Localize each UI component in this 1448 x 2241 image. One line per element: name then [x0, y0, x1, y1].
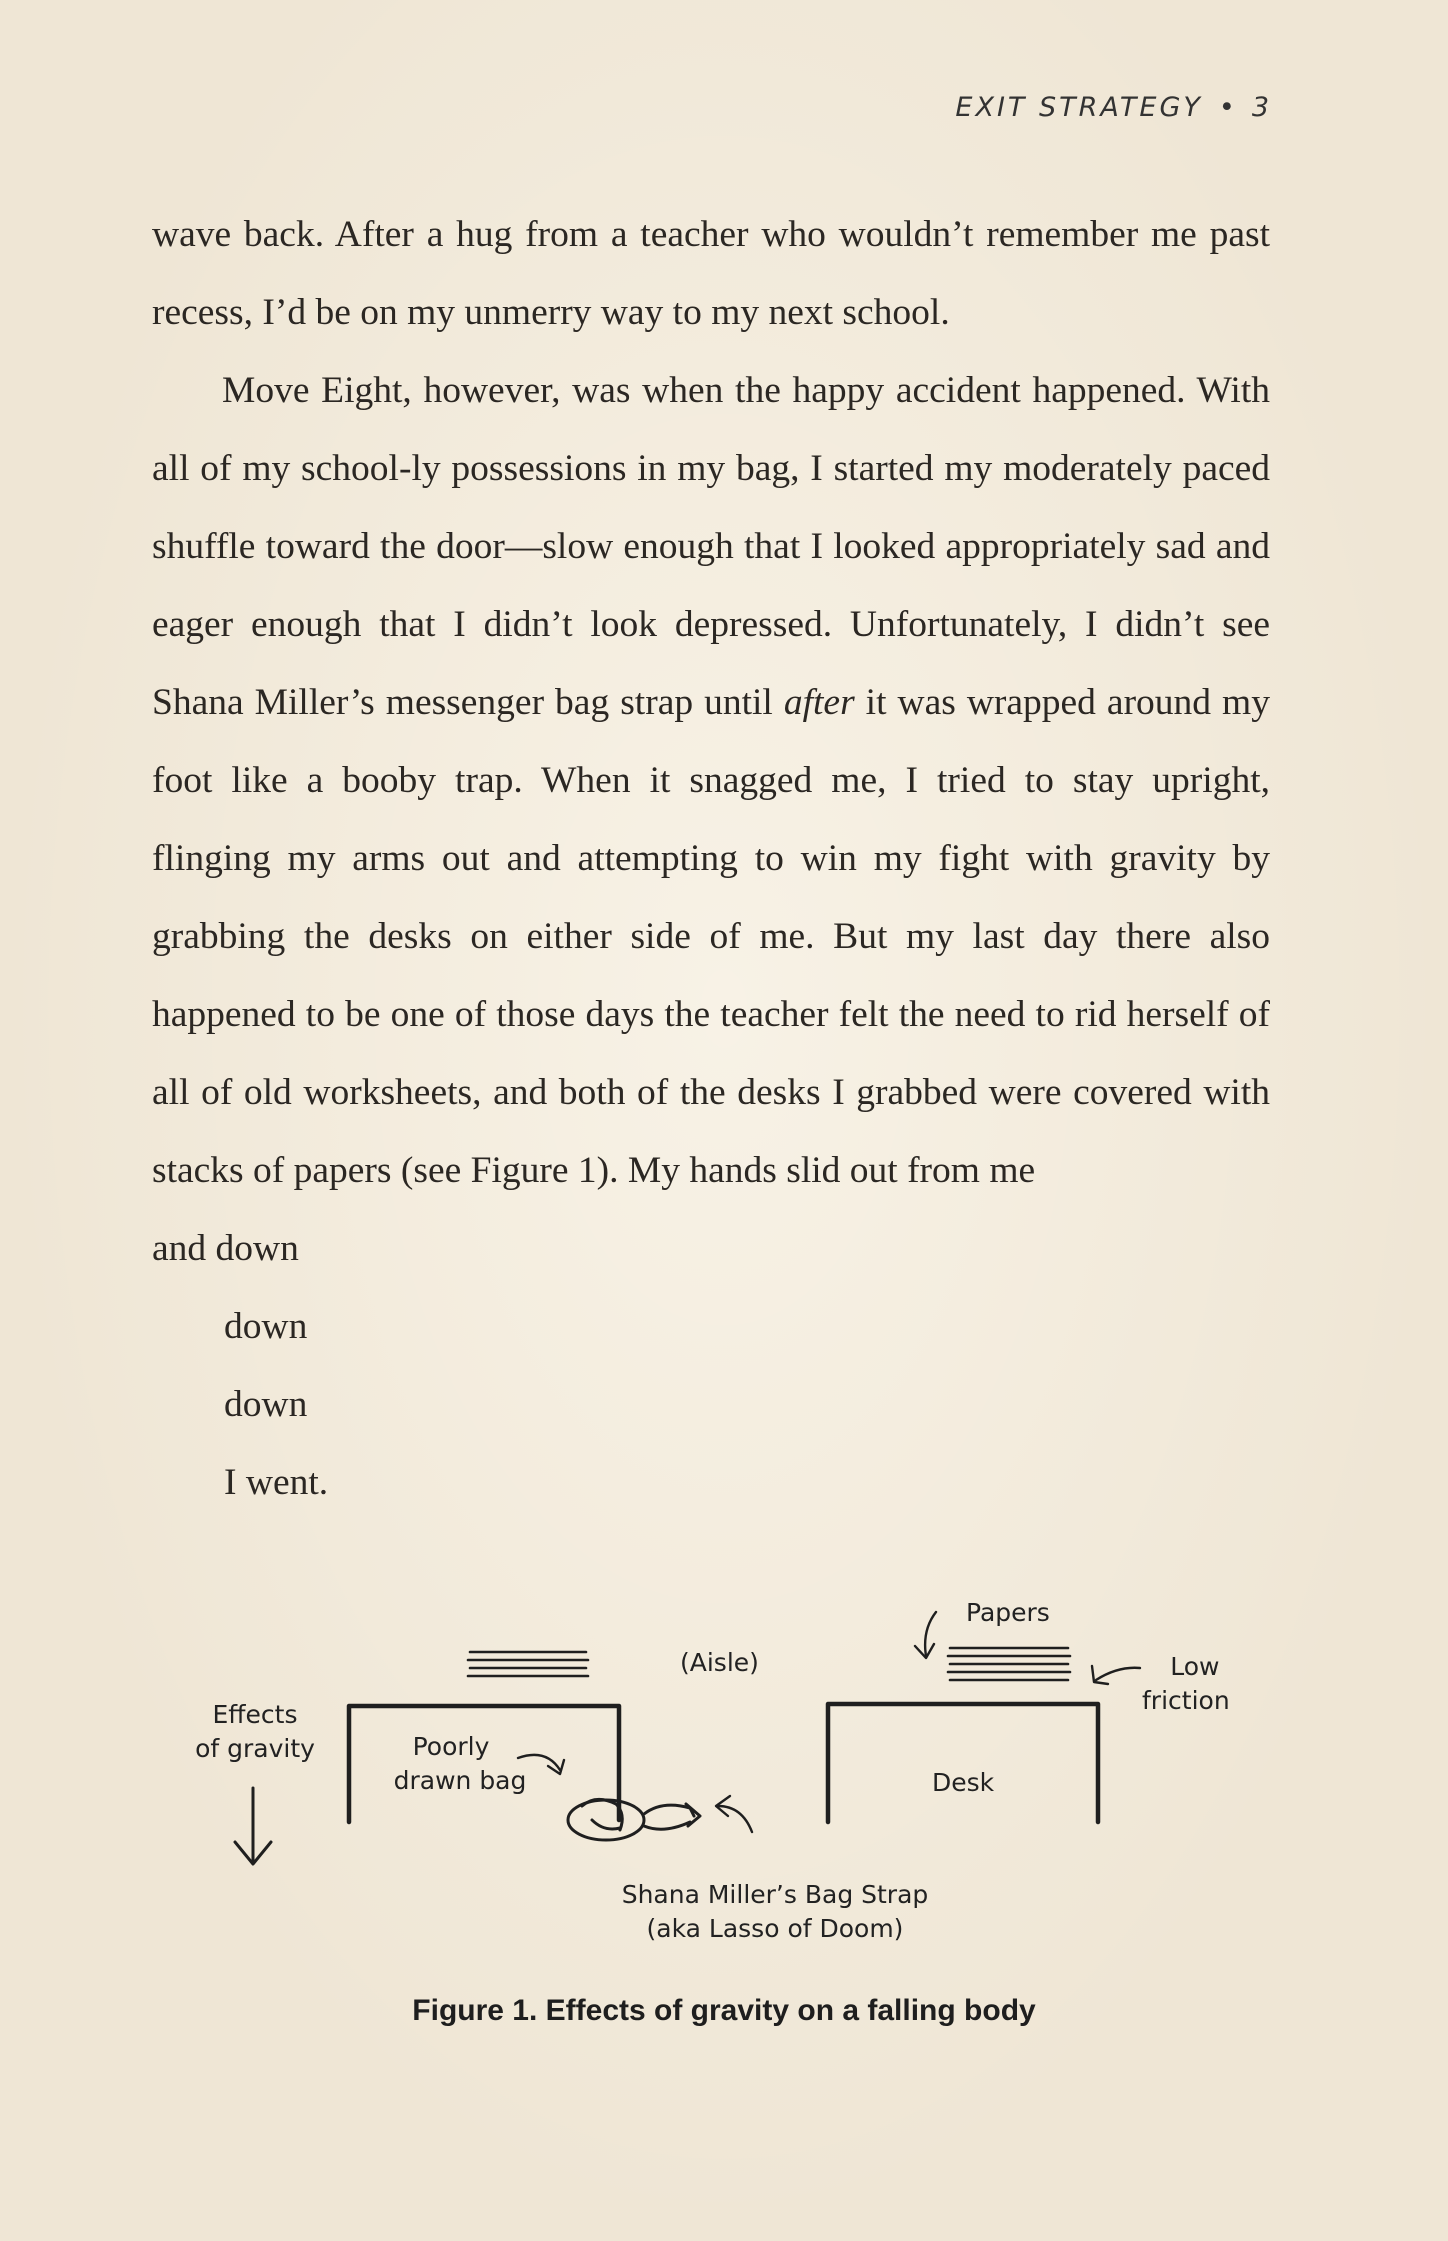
strap-label-line2: (aka Lasso of Doom): [646, 1914, 904, 1943]
paragraph-text-end: it was wrapped around my foot like a booby trap. When it snagged me, I tried to stay upright, flinging my arms out and attempting to win my fight with gravity by grabbing the desks on either side of me. But my last day there also happened to be one of those days the teacher felt the need to rid herself of all of old worksheets, and both of the desks I grabbed were covered with stacks of papers (see Figure 1). My hands slid out from me: [152, 682, 1270, 1191]
effects-label-line1: Effects: [212, 1700, 298, 1729]
step-i-went: I went.: [224, 1462, 329, 1503]
low-friction-label: [1142, 1650, 1230, 1718]
page-number: 3: [1251, 92, 1272, 123]
strap-arrow: [716, 1796, 752, 1832]
paragraph-text-start: Move Eight, however, was when the happy accident happened. With all of my school-ly possessions in my bag, I started my moderately paced shuffle toward the door—slow enough that I looked appropriately sad and eager enough that I didn’t look depressed. Unfortunately, I didn’t see Shana Miller’s messenger bag strap until: [152, 370, 1270, 723]
step-down-1: down: [224, 1306, 308, 1347]
gravity-arrow: [235, 1788, 271, 1864]
poorly-label: Poorly: [412, 1732, 490, 1761]
friction-label: friction: [1142, 1686, 1230, 1715]
paragraph-continuation: wave back. After a hug from a teacher who wouldn’t remember me past recess, I’d be on my unmerry way to my next school.: [152, 214, 1270, 333]
figure-caption: Figure 1. Effects of gravity on a falling body: [412, 1994, 1036, 2027]
effects-label-line2: of gravity: [195, 1734, 315, 1763]
paragraph-move-eight: [152, 352, 1270, 1210]
strap-label-line1: Shana Miller’s Bag Strap: [621, 1880, 929, 1909]
papers-label: Papers: [966, 1598, 1050, 1627]
desk-label: Desk: [932, 1768, 995, 1797]
header-separator: •: [1218, 92, 1238, 123]
italic-after: after: [783, 682, 855, 723]
line-and-down: and down: [152, 1228, 299, 1269]
running-header: [955, 92, 1272, 123]
papers-arrow: [915, 1612, 936, 1658]
left-paper-stack: [468, 1652, 588, 1676]
poorly-drawn-bag-label: [390, 1730, 530, 1798]
figure-1: [0, 1570, 1448, 2040]
bag-strap-label: [600, 1878, 950, 1946]
right-desk: [828, 1704, 1098, 1822]
right-paper-stack: [948, 1648, 1070, 1680]
low-label: Low: [1170, 1652, 1220, 1681]
step-down-2: down: [224, 1384, 308, 1425]
body-text: [152, 196, 1270, 1522]
running-title: EXIT STRATEGY: [955, 92, 1203, 123]
low-friction-arrow: [1092, 1666, 1140, 1684]
drawn-bag-label: drawn bag: [393, 1766, 527, 1795]
aisle-label: (Aisle): [680, 1648, 759, 1677]
effects-of-gravity-label: [190, 1698, 320, 1766]
poorly-drawn-bag: [568, 1799, 700, 1840]
